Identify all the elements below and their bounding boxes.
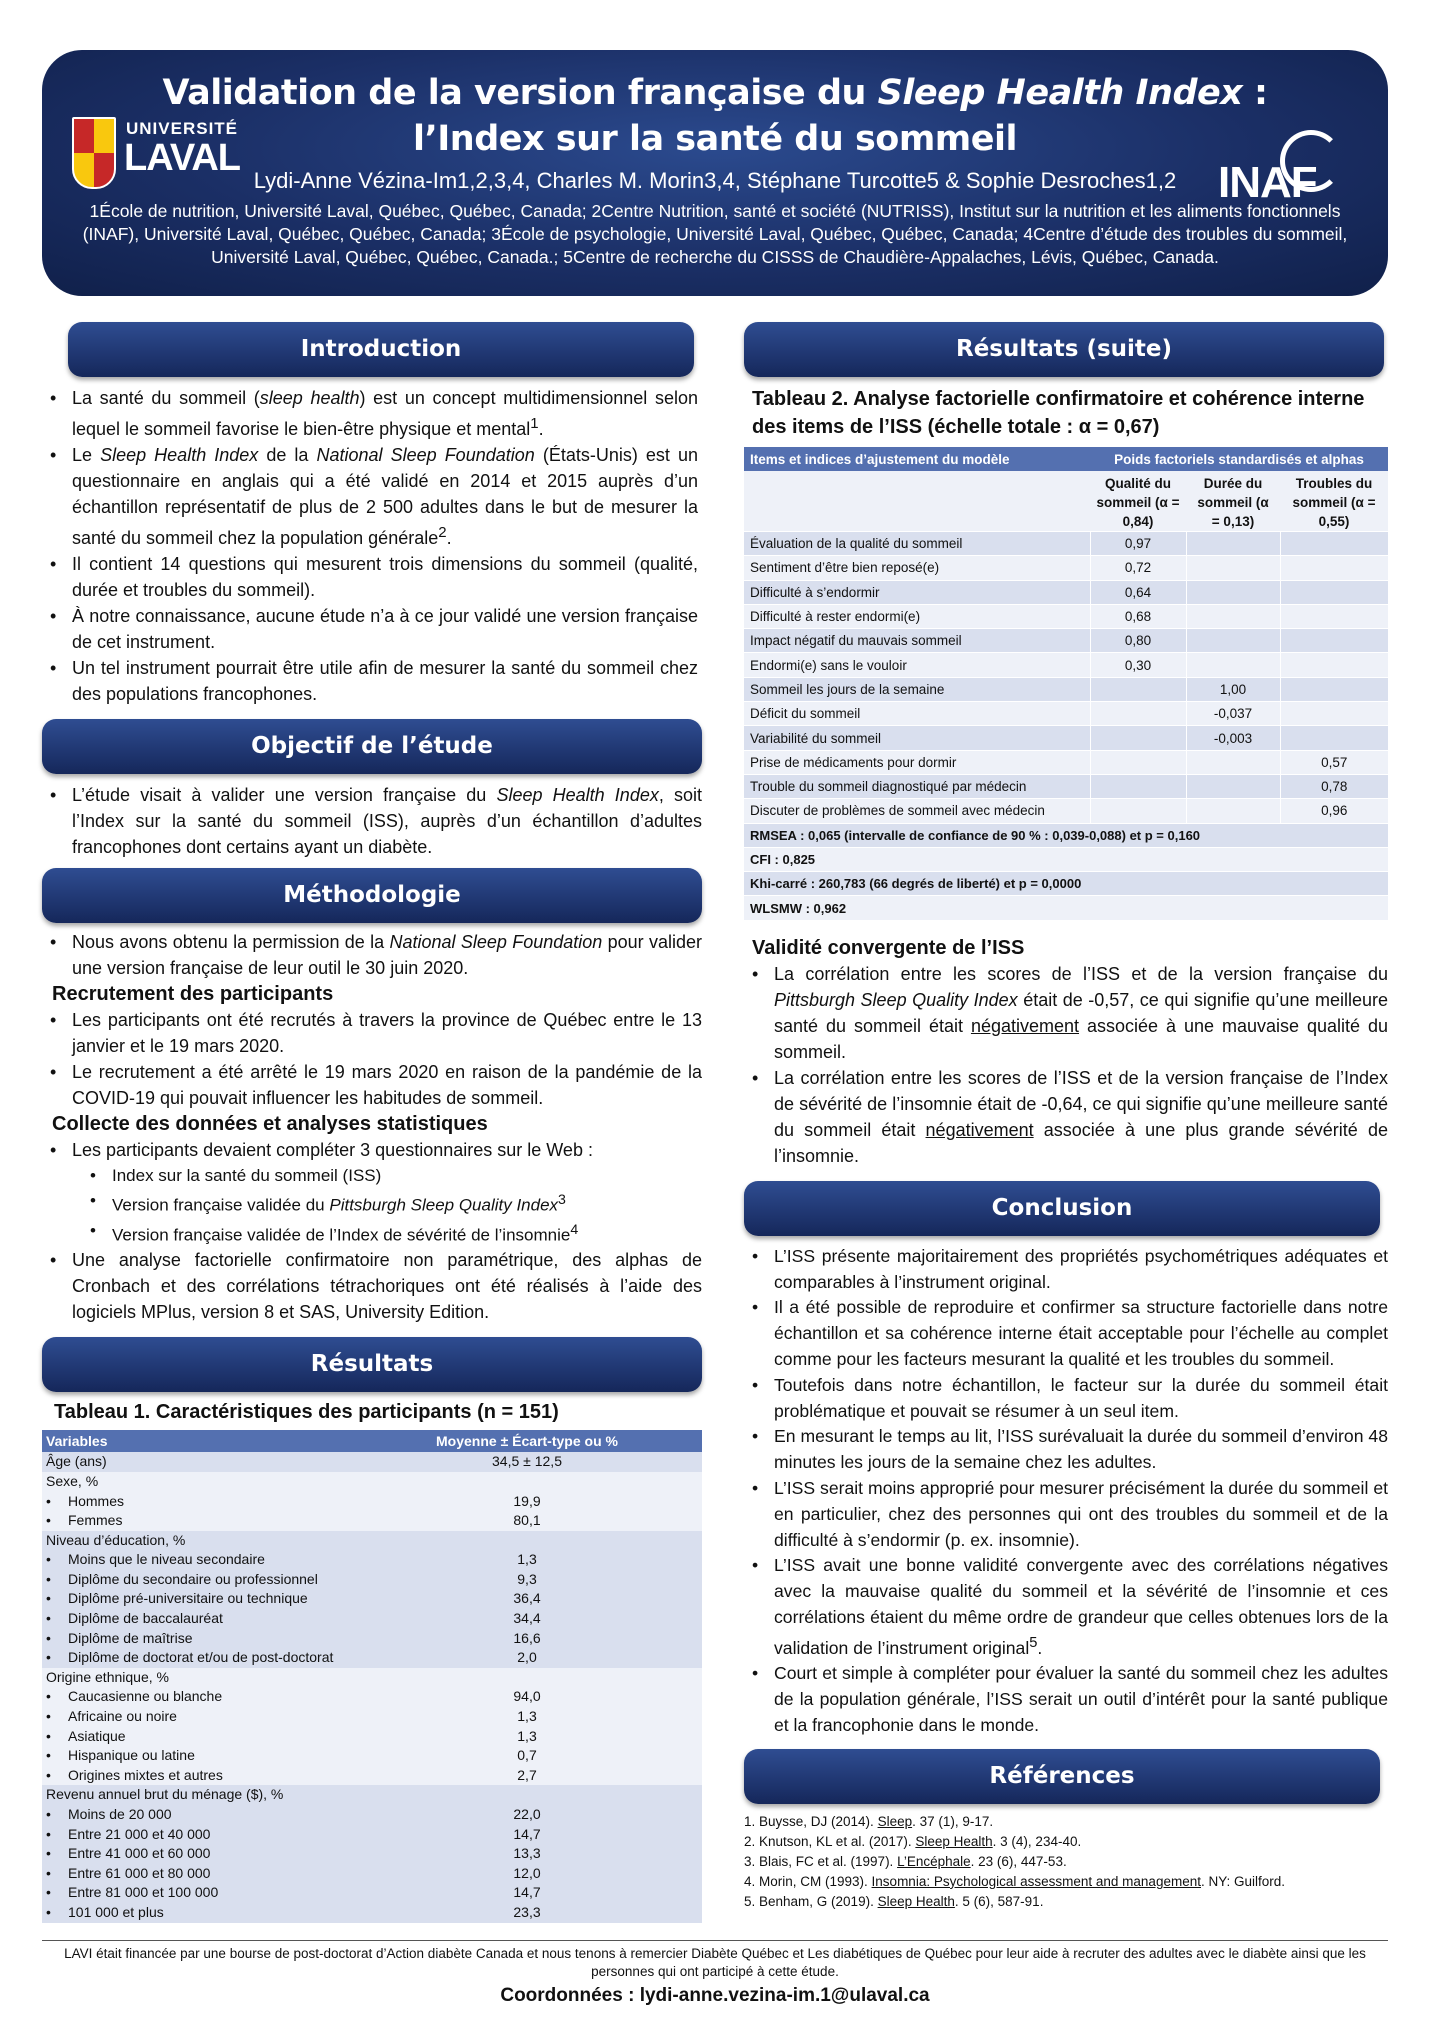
row-label: • Origines mixtes et autres bbox=[46, 1766, 223, 1783]
group-value: 34,5 ± 12,5 bbox=[492, 1453, 562, 1470]
table-row bbox=[744, 677, 1388, 701]
row-value: 36,4 bbox=[513, 1590, 541, 1607]
loading-value bbox=[1280, 726, 1388, 750]
list-item: • Court et simple à compléter pour évaluer la santé du sommeil chez les adultes de la population générale, l’ISS serait un outil d’intérêt pour la santé publique et la francophonie dans le monde. bbox=[744, 1661, 1388, 1738]
item-label: Évaluation de la qualité du sommeil bbox=[744, 532, 1090, 556]
group-label: Revenu annuel brut du ménage ($), % bbox=[46, 1786, 284, 1803]
methodologie-banner: Méthodologie bbox=[42, 868, 702, 923]
item-label: Variabilité du sommeil bbox=[744, 726, 1090, 750]
fit-index: RMSEA : 0,065 (intervalle de confiance de 90 % : 0,039-0,088) et p = 0,160 bbox=[744, 823, 1388, 847]
list-item: • L’étude visait à valider une version française du Sleep Health Index, soit l’Index sur la santé du sommeil (ISS), auprès d’un échantillon d’adultes francophones dont certains ayant un diabète. bbox=[42, 782, 702, 860]
table-row bbox=[42, 1452, 702, 1472]
resultats-suite-banner: Résultats (suite) bbox=[744, 322, 1384, 377]
contact-info: Coordonnées : lydi-anne.vezina-im.1@ulaval.ca bbox=[500, 1985, 930, 2006]
list-item: • L’ISS présente majoritairement des propriétés psychométriques adéquates et comparables à l’instrument original. bbox=[744, 1244, 1388, 1296]
row-value: 94,0 bbox=[513, 1688, 541, 1705]
item-label: Difficulté à s’endormir bbox=[744, 580, 1090, 604]
row-value: 19,9 bbox=[513, 1492, 541, 1509]
table-row bbox=[42, 1668, 702, 1688]
table-row bbox=[744, 580, 1388, 604]
loading-value bbox=[1186, 750, 1280, 774]
table-row bbox=[744, 653, 1388, 677]
loading-value: 0,68 bbox=[1090, 604, 1186, 628]
questionnaire-list bbox=[72, 1163, 702, 1247]
references-list bbox=[744, 1812, 1388, 1912]
loading-value: 0,30 bbox=[1090, 653, 1186, 677]
row-label: • Entre 21 000 et 40 000 bbox=[46, 1825, 211, 1842]
list-item: • L’ISS avait une bonne validité convergente avec des corrélations négatives avec la mauvaise qualité du sommeil et la sévérité de l’insomnie et ces corrélations étaient du même ordre de grandeur que celles obtenues lors de la validation de l’instrument original$^5$. bbox=[744, 1553, 1388, 1661]
table-row bbox=[744, 556, 1388, 580]
list-item: • Les participants devaient compléter 3 questionnaires sur le Web : • Index sur la santé du sommeil (ISS) • Version française validée du Pittsburgh Sleep Quality Index$^3$ • Version française validée de l’Index de sévérité de l’insomnie$^4$ bbox=[42, 1137, 702, 1247]
methodologie-list-3 bbox=[42, 1137, 702, 1325]
row-value: 14,7 bbox=[513, 1884, 541, 1901]
row-label: • Diplôme du secondaire ou professionnel bbox=[46, 1570, 318, 1587]
loading-value bbox=[1280, 580, 1388, 604]
group-value bbox=[352, 1668, 702, 1688]
conclusion-list bbox=[744, 1244, 1388, 1739]
loading-value bbox=[1280, 604, 1388, 628]
row-label: • Entre 81 000 et 100 000 bbox=[46, 1884, 219, 1901]
list-item: • Une analyse factorielle confirmatoire non paramétrique, des alphas de Cronbach et des corrélations tétrachoriques ont été réalisés à l’aide des logiciels MPlus, version 8 et SAS, University Edition. bbox=[42, 1247, 702, 1325]
list-item: • L’ISS serait moins approprié pour mesurer précisément la durée du sommeil et en particulier, chez des personnes qui ont des troubles du sommeil et de la difficulté à s’endormir (p. ex. insomnie). bbox=[744, 1476, 1388, 1553]
table-row bbox=[42, 1609, 702, 1629]
right-column bbox=[744, 322, 1388, 1912]
table-row bbox=[42, 1589, 702, 1609]
item-label: Sentiment d’être bien reposé(e) bbox=[744, 556, 1090, 580]
row-label: • Africaine ou noire bbox=[46, 1708, 177, 1725]
row-value: 2,0 bbox=[517, 1649, 537, 1666]
loading-value: -0,037 bbox=[1186, 702, 1280, 726]
left-column bbox=[42, 322, 702, 1923]
loading-value: 0,72 bbox=[1090, 556, 1186, 580]
reference-item: 4. Morin, CM (1993). Insomnia: Psychological assessment and management. NY: Guilford. bbox=[744, 1873, 1286, 1889]
table-row bbox=[744, 799, 1388, 823]
row-value: 22,0 bbox=[513, 1806, 541, 1822]
affiliations: 1École de nutrition, Université Laval, Québec, Québec, Canada; 2Centre Nutrition, santé et société (NUTRISS), Institut sur la nutrition et les aliments fonctionnels (INAF), Université Laval, Québec, Québec, Canada; 3École de psychologie, Université Laval, Québec, Québec, Canada; 4Centre d’étude des troubles du sommeil, Université Laval, Québec, Québec, Canada.; 5Centre de recherche du CISSS de Chaudière-Appalaches, Lévis, Québec, Canada. bbox=[82, 201, 1348, 267]
table-row bbox=[42, 1785, 702, 1805]
item-label: Déficit du sommeil bbox=[744, 702, 1090, 726]
table-row bbox=[42, 1570, 702, 1590]
item-label: Discuter de problèmes de sommeil avec médecin bbox=[744, 799, 1090, 823]
fit-index: WLSMW : 0,962 bbox=[744, 896, 1388, 920]
table1-caption: Tableau 1. Caractéristiques des participants (n = 151) bbox=[54, 1401, 559, 1424]
fit-index-row bbox=[744, 847, 1388, 871]
table-row bbox=[42, 1707, 702, 1727]
list-item: • À notre connaissance, aucune étude n’a à ce jour validé une version française de cet instrument. bbox=[42, 603, 698, 655]
table-row bbox=[42, 1805, 702, 1825]
table-row bbox=[42, 1511, 702, 1531]
list-item: • Le recrutement a été arrêté le 19 mars 2020 en raison de la pandémie de la COVID-19 qui pouvait influencer les habitudes de sommeil. bbox=[42, 1059, 702, 1111]
group-value bbox=[352, 1531, 702, 1551]
row-label: • Caucasienne ou blanche bbox=[46, 1688, 223, 1705]
recrutement-heading: Recrutement des participants bbox=[52, 983, 334, 1005]
table-row bbox=[42, 1472, 702, 1492]
poster-header bbox=[42, 50, 1388, 296]
loading-value bbox=[1090, 702, 1186, 726]
group-label: Origine ethnique, % bbox=[46, 1668, 169, 1685]
objectif-list bbox=[42, 782, 702, 860]
row-value: 34,4 bbox=[513, 1610, 541, 1627]
loading-value bbox=[1186, 774, 1280, 798]
introduction-banner: Introduction bbox=[68, 322, 694, 377]
methodologie-list-1 bbox=[42, 929, 702, 981]
item-label: Endormi(e) sans le vouloir bbox=[744, 653, 1090, 677]
table-row bbox=[744, 726, 1388, 750]
loading-value bbox=[1280, 677, 1388, 701]
list-item: • Il contient 14 questions qui mesurent trois dimensions du sommeil (qualité, durée et troubles du sommeil). bbox=[42, 551, 698, 603]
loading-value bbox=[1186, 799, 1280, 823]
table2-caption: Tableau 2. Analyse factorielle confirmatoire et cohérence interne des items de l’ISS (échelle totale : α = 0,67) bbox=[752, 388, 1365, 438]
list-item: • Le Sleep Health Index de la National Sleep Foundation (États-Unis) est un questionnaire en anglais qui a été validé en 2014 et 2015 auprès d’un échantillon représentatif de plus de 2 500 adultes dans le but de mesurer la santé du sommeil chez la population générale$^2$. bbox=[42, 442, 698, 551]
table-row bbox=[744, 532, 1388, 556]
loading-value bbox=[1280, 702, 1388, 726]
table-row bbox=[42, 1864, 702, 1884]
loading-value bbox=[1090, 750, 1186, 774]
subheader-quality: Qualité du sommeil (α = 0,84) bbox=[1090, 471, 1186, 532]
loading-value bbox=[1090, 774, 1186, 798]
row-value: 23,3 bbox=[513, 1903, 541, 1920]
fit-index-row bbox=[744, 896, 1388, 920]
row-label: • Moins que le niveau secondaire bbox=[46, 1551, 265, 1568]
reference-item: 1. Buysse, DJ (2014). Sleep. 37 (1), 9-17. bbox=[744, 1813, 994, 1829]
authors: Lydi-Anne Vézina-Im1,2,3,4, Charles M. Morin3,4, Stéphane Turcotte5 & Sophie Desroches1,2 bbox=[253, 168, 1177, 193]
list-item: • Version française validée de l’Index de sévérité de l’insomnie$^4$ bbox=[86, 1218, 702, 1248]
row-label: • Diplôme pré-universitaire ou technique bbox=[46, 1590, 308, 1607]
loading-value bbox=[1186, 629, 1280, 653]
collecte-heading: Collecte des données et analyses statistiques bbox=[52, 1113, 488, 1135]
loading-value: 0,64 bbox=[1090, 580, 1186, 604]
loading-value: 0,78 bbox=[1280, 774, 1388, 798]
reference-item: 3. Blais, FC et al. (1997). L’Encéphale. 23 (6), 447-53. bbox=[744, 1853, 1067, 1869]
row-label: • Diplôme de doctorat et/ou de post-doctorat bbox=[46, 1649, 334, 1666]
loading-value bbox=[1186, 604, 1280, 628]
table-row bbox=[42, 1883, 702, 1903]
list-item: • La corrélation entre les scores de l’ISS et de la version française du Pittsburgh Sleep Quality Index était de -0,57, ce qui signifie qu’une meilleure santé du sommeil était négativement associée à une mauvaise qualité du sommeil. bbox=[744, 961, 1388, 1065]
row-label: • Entre 61 000 et 80 000 bbox=[46, 1864, 211, 1881]
row-label: • Diplôme de baccalauréat bbox=[46, 1610, 223, 1627]
fit-index: CFI : 0,825 bbox=[744, 847, 1388, 871]
row-value: 1,3 bbox=[517, 1727, 537, 1744]
row-value: 0,7 bbox=[517, 1747, 537, 1764]
laval-shield-icon bbox=[72, 117, 116, 189]
table-row bbox=[42, 1492, 702, 1512]
group-label: Sexe, % bbox=[46, 1472, 99, 1489]
row-value: 14,7 bbox=[513, 1825, 541, 1842]
table-row bbox=[42, 1766, 702, 1786]
table-row bbox=[42, 1746, 702, 1766]
row-label: • Hommes bbox=[46, 1492, 125, 1509]
table-row bbox=[744, 774, 1388, 798]
validite-heading: Validité convergente de l’ISS bbox=[752, 936, 1025, 959]
row-label: • Entre 41 000 et 60 000 bbox=[46, 1845, 211, 1862]
table-row bbox=[42, 1687, 702, 1707]
row-value: 13,3 bbox=[513, 1845, 541, 1862]
reference-item: 2. Knutson, KL et al. (2017). Sleep Health. 3 (4), 234-40. bbox=[744, 1833, 1082, 1849]
list-item: • En mesurant le temps au lit, l’ISS surévaluait la durée du sommeil d’environ 48 minutes les jours de la semaine chez les adultes. bbox=[744, 1424, 1388, 1476]
conclusion-banner: Conclusion bbox=[744, 1181, 1380, 1236]
row-label: • Femmes bbox=[46, 1512, 123, 1529]
footer bbox=[42, 1940, 1388, 2005]
loading-value bbox=[1090, 677, 1186, 701]
loading-value bbox=[1280, 556, 1388, 580]
loading-value bbox=[1280, 532, 1388, 556]
poster-title: Validation de la version française du Sleep Health Index : l’Index sur la santé du sommeil bbox=[162, 73, 1268, 159]
item-label: Trouble du sommeil diagnostiqué par médecin bbox=[744, 774, 1090, 798]
table-header: Variables bbox=[42, 1430, 352, 1452]
references-banner: Références bbox=[744, 1749, 1380, 1804]
row-value: 1,3 bbox=[517, 1551, 537, 1568]
loading-value: 1,00 bbox=[1186, 677, 1280, 701]
table-header: Moyenne ± Écart-type ou % bbox=[352, 1430, 702, 1452]
table-header: Items et indices d’ajustement du modèle bbox=[744, 447, 1090, 471]
list-item: • Index sur la santé du sommeil (ISS) bbox=[86, 1163, 702, 1188]
row-value: 16,6 bbox=[513, 1629, 541, 1646]
subheader-troubles: Troubles du sommeil (α = 0,55) bbox=[1280, 471, 1388, 532]
row-value: 9,3 bbox=[517, 1570, 537, 1587]
loading-value bbox=[1186, 580, 1280, 604]
participants-table bbox=[42, 1430, 702, 1922]
group-value bbox=[352, 1785, 702, 1805]
list-item: • La corrélation entre les scores de l’ISS et de la version française de l’Index de sévérité de l’insomnie était de -0,64, ce qui signifie qu’une meilleure santé du sommeil était négativement associée à une plus grande sévérité de l’insomnie. bbox=[744, 1065, 1388, 1169]
row-value: 12,0 bbox=[513, 1864, 541, 1881]
subheader-duration: Durée du sommeil (α = 0,13) bbox=[1186, 471, 1280, 532]
loading-value: 0,80 bbox=[1090, 629, 1186, 653]
list-item: • Il a été possible de reproduire et confirmer sa structure factorielle dans notre échantillon et sa cohérence interne était acceptable pour l’échelle au complet comme pour les facteurs mesurant la qualité et les troubles du sommeil. bbox=[744, 1295, 1388, 1372]
group-label: Niveau d’éducation, % bbox=[46, 1531, 186, 1548]
table-header: Poids factoriels standardisés et alphas bbox=[1090, 447, 1388, 471]
group-label: Âge (ans) bbox=[46, 1453, 107, 1470]
item-label: Impact négatif du mauvais sommeil bbox=[744, 629, 1090, 653]
row-label: • Diplôme de maîtrise bbox=[46, 1629, 193, 1646]
item-label: Prise de médicaments pour dormir bbox=[744, 750, 1090, 774]
factor-table bbox=[744, 447, 1388, 921]
list-item: • La santé du sommeil (sleep health) est un concept multidimensionnel selon lequel le sommeil favorise le bien-être physique et mental$^1$. bbox=[42, 385, 698, 442]
table-row bbox=[42, 1727, 702, 1747]
methodologie-list-2 bbox=[42, 1007, 702, 1111]
loading-value: -0,003 bbox=[1186, 726, 1280, 750]
loading-value bbox=[1186, 653, 1280, 677]
inaf-logo: INAF bbox=[1218, 130, 1348, 220]
loading-value bbox=[1280, 629, 1388, 653]
funding-note: LAVI était financée par une bourse de post-doctorat d’Action diabète Canada et nous tenons à remercier Diabète Québec et Les diabétiques de Québec pour leur aide à recruter des adultes avec le diabète ainsi que les personnes qui ont participé à cette étude. bbox=[64, 1946, 1366, 1979]
group-value bbox=[352, 1472, 702, 1492]
table-row bbox=[42, 1825, 702, 1845]
objectif-banner: Objectif de l’étude bbox=[42, 719, 702, 774]
row-label: • Hispanique ou latine bbox=[46, 1747, 195, 1764]
loading-value: 0,97 bbox=[1090, 532, 1186, 556]
table-row bbox=[42, 1629, 702, 1649]
reference-item: 5. Benham, G (2019). Sleep Health. 5 (6), 587-91. bbox=[744, 1893, 1044, 1909]
table-row bbox=[42, 1550, 702, 1570]
loading-value bbox=[1090, 726, 1186, 750]
table-row bbox=[42, 1648, 702, 1668]
table-row bbox=[744, 702, 1388, 726]
row-label: • Asiatique bbox=[46, 1727, 126, 1744]
universite-laval-logo: UNIVERSITÉ LAVAL bbox=[72, 117, 242, 197]
loading-value bbox=[1090, 799, 1186, 823]
table-row bbox=[744, 604, 1388, 628]
loading-value: 0,57 bbox=[1280, 750, 1388, 774]
resultats-banner: Résultats bbox=[42, 1337, 702, 1392]
row-label: • Moins de 20 000 bbox=[46, 1806, 172, 1822]
list-item: • Version française validée du Pittsburgh Sleep Quality Index$^3$ bbox=[86, 1188, 702, 1218]
row-value: 2,7 bbox=[517, 1766, 537, 1783]
list-item: • Les participants ont été recrutés à travers la province de Québec entre le 13 janvier et le 19 mars 2020. bbox=[42, 1007, 702, 1059]
list-item: • Un tel instrument pourrait être utile afin de mesurer la santé du sommeil chez des populations francophones. bbox=[42, 655, 698, 707]
table-row bbox=[42, 1531, 702, 1551]
table-row bbox=[42, 1844, 702, 1864]
item-label: Difficulté à rester endormi(e) bbox=[744, 604, 1090, 628]
introduction-list bbox=[42, 385, 702, 707]
loading-value: 0,96 bbox=[1280, 799, 1388, 823]
item-label: Sommeil les jours de la semaine bbox=[744, 677, 1090, 701]
row-value: 1,3 bbox=[517, 1708, 537, 1725]
list-item: • Toutefois dans notre échantillon, le facteur sur la durée du sommeil était problématique et pouvait se résumer à un seul item. bbox=[744, 1373, 1388, 1425]
row-label: • 101 000 et plus bbox=[46, 1903, 164, 1920]
table-row bbox=[744, 629, 1388, 653]
fit-index-row bbox=[744, 823, 1388, 847]
validite-list bbox=[744, 961, 1388, 1169]
loading-value bbox=[1280, 653, 1388, 677]
fit-index: Khi-carré : 260,783 (66 degrés de liberté) et p = 0,0000 bbox=[744, 872, 1388, 896]
row-value: 80,1 bbox=[513, 1512, 541, 1529]
table-row bbox=[42, 1903, 702, 1923]
table-row bbox=[744, 750, 1388, 774]
loading-value bbox=[1186, 556, 1280, 580]
fit-index-row bbox=[744, 872, 1388, 896]
list-item: • Nous avons obtenu la permission de la National Sleep Foundation pour valider une version française de leur outil le 30 juin 2020. bbox=[42, 929, 702, 981]
loading-value bbox=[1186, 532, 1280, 556]
